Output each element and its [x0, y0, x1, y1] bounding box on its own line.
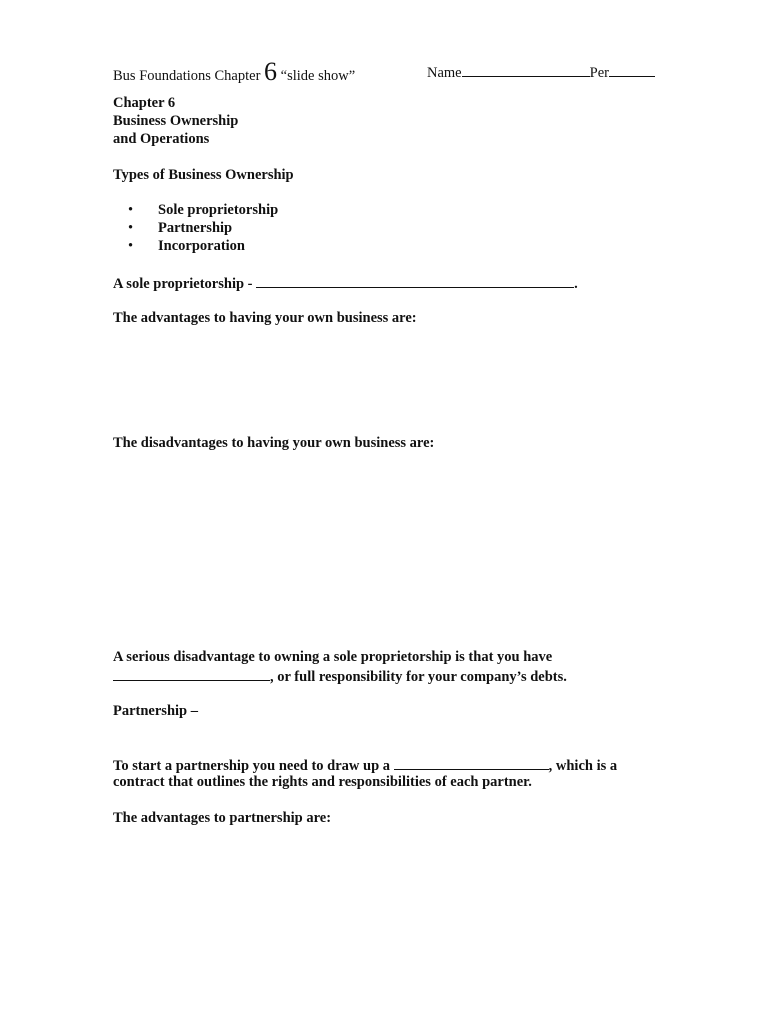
liability-blank[interactable] [113, 666, 270, 681]
bullet-icon: • [128, 202, 134, 218]
partnership-start-line1 [113, 755, 617, 775]
sole-prop-label: A sole proprietorship - [113, 276, 257, 292]
serious-disadvantage-rest: , or full responsibility for your company’s debts. [270, 669, 567, 685]
partnership-advantages-heading: The advantages to partnership are: [113, 810, 332, 826]
name-blank[interactable] [462, 62, 590, 77]
list-item [128, 201, 278, 219]
types-heading: Types of Business Ownership [113, 167, 294, 183]
type-incorporation: Incorporation [158, 238, 245, 254]
chapter-subtitle-line2: and Operations [113, 131, 210, 147]
chapter-subtitle-line1: Business Ownership [113, 113, 239, 129]
per-label: Per [589, 65, 609, 81]
bullet-icon: • [128, 220, 134, 236]
type-sole-proprietorship: Sole proprietorship [158, 202, 279, 218]
serious-disadvantage-line2 [113, 666, 567, 686]
chapter-title: Chapter 6 [113, 95, 176, 111]
partnership-label: Partnership – [113, 703, 198, 719]
partnership-start-end: , which is a [548, 758, 618, 774]
sole-prop-end: . [574, 276, 578, 292]
list-item [128, 237, 278, 255]
worksheet-header [113, 54, 673, 86]
disadvantages-heading: The disadvantages to having your own business are: [113, 435, 435, 451]
types-list [128, 201, 278, 255]
list-item [128, 219, 278, 237]
advantages-heading: The advantages to having your own business are: [113, 310, 417, 326]
type-partnership: Partnership [158, 220, 233, 236]
chapter-number: 6 [264, 57, 278, 86]
partnership-start-line2: contract that outlines the rights and responsibilities of each partner. [113, 774, 532, 790]
name-label: Name [427, 65, 462, 81]
bullet-icon: • [128, 238, 134, 254]
per-blank[interactable] [609, 62, 655, 77]
course-label: Bus Foundations Chapter [113, 68, 261, 84]
header-course-info [113, 57, 356, 86]
header-student-info [427, 62, 655, 82]
partnership-agreement-blank[interactable] [394, 755, 549, 770]
partnership-start-text: To start a partnership you need to draw up a [113, 758, 394, 774]
slide-show-label: “slide show” [280, 68, 356, 84]
sole-prop-blank[interactable] [256, 273, 574, 288]
serious-disadvantage-line1: A serious disadvantage to owning a sole proprietorship is that you have [113, 649, 553, 665]
sole-prop-definition [113, 273, 578, 293]
